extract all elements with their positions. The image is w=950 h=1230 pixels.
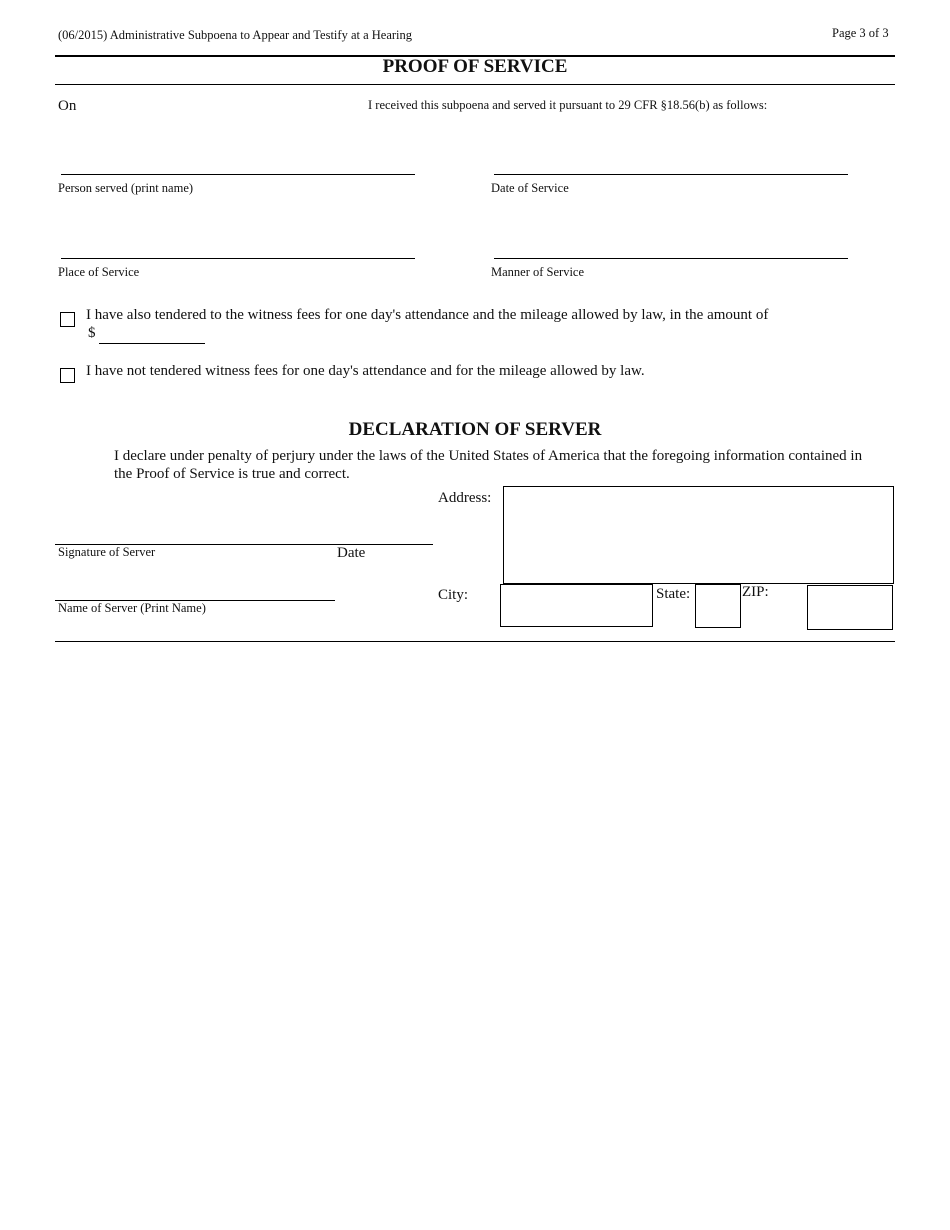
state-label: State: <box>656 586 691 602</box>
city-label: City: <box>438 587 469 603</box>
city-field[interactable] <box>500 584 653 627</box>
on-label: On <box>58 98 77 114</box>
person-served-line[interactable] <box>61 174 415 175</box>
address-label: Address: <box>438 490 492 506</box>
dollar-sign: $ <box>88 325 96 341</box>
place-of-service-line[interactable] <box>61 258 415 259</box>
fees-tendered-checkbox[interactable] <box>60 312 75 327</box>
manner-of-service-label: Manner of Service <box>491 265 585 279</box>
fees-tendered-text: I have also tendered to the witness fees for one day's attendance and the mileage allowed by law, in the amount of <box>86 307 769 323</box>
zip-field[interactable] <box>807 585 893 630</box>
page-number: Page 3 of 3 <box>832 26 889 40</box>
received-statement: I received this subpoena and served it pursuant to 29 CFR §18.56(b) as follows: <box>368 98 768 112</box>
address-field[interactable] <box>503 486 894 584</box>
title-rule <box>55 84 895 85</box>
date-label: Date <box>337 545 366 561</box>
state-field[interactable] <box>695 584 741 628</box>
date-of-service-label: Date of Service <box>491 181 569 195</box>
proof-of-service-title: PROOF OF SERVICE <box>382 56 568 77</box>
server-name-label: Name of Server (Print Name) <box>58 601 206 615</box>
person-served-label: Person served (print name) <box>58 181 194 195</box>
declaration-statement: I declare under penalty of perjury under the laws of the United States of America that the foregoing information contained in the Proof of Service is true and correct. <box>114 448 863 482</box>
zip-label: ZIP: <box>742 584 769 600</box>
fee-amount-line[interactable] <box>99 343 205 344</box>
date-of-service-line[interactable] <box>494 174 848 175</box>
signature-label: Signature of Server <box>58 545 156 559</box>
fees-not-tendered-text: I have not tendered witness fees for one day's attendance and for the mileage allowed by law. <box>86 363 645 379</box>
declaration-title: DECLARATION OF SERVER <box>348 419 602 440</box>
manner-of-service-line[interactable] <box>494 258 848 259</box>
place-of-service-label: Place of Service <box>58 265 140 279</box>
fees-not-tendered-checkbox[interactable] <box>60 368 75 383</box>
footer-rule <box>55 641 895 642</box>
form-id: (06/2015) Administrative Subpoena to Appear and Testify at a Hearing <box>58 28 413 42</box>
